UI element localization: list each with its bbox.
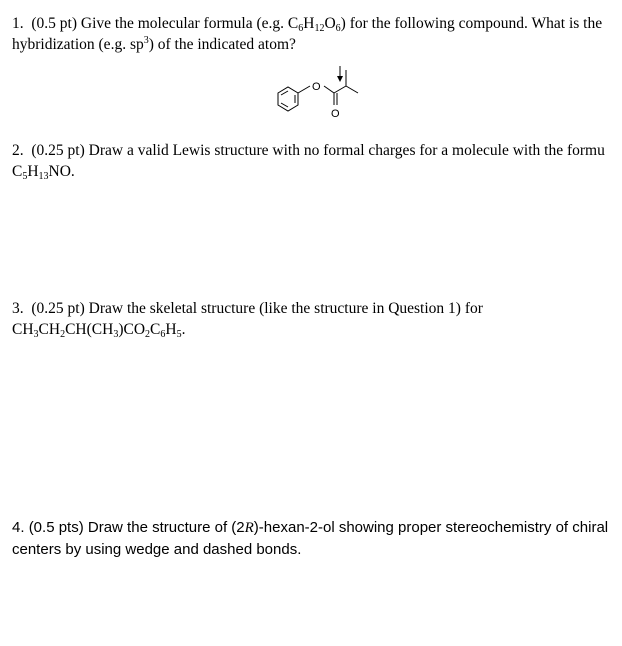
question-3-text: Draw the skeletal structure (like the structure in Question 1) for — [88, 300, 483, 317]
question-4-points: (0.5 pts) — [28, 519, 84, 536]
question-4-line-2: centers by using wedge and dashed bonds. — [12, 541, 302, 558]
subscript: 3 — [33, 329, 39, 340]
subscript: 3 — [113, 329, 119, 340]
question-1-text: H — [303, 15, 315, 32]
subscript: 5 — [176, 329, 182, 340]
question-1-line-1 — [12, 13, 602, 34]
subscript: 6 — [160, 329, 166, 340]
question-1-line-2 — [12, 34, 602, 55]
superscript: 3 — [143, 35, 149, 46]
question-3-line-1 — [12, 298, 483, 319]
formula-part: CH — [12, 321, 34, 338]
bond — [334, 86, 346, 93]
question-1-number: 1. — [12, 15, 24, 32]
question-3 — [12, 298, 483, 340]
question-1-points: (0.5 pt) — [31, 15, 78, 32]
question-2 — [12, 140, 605, 182]
question-4-text: )-hexan-2-ol showing proper stereochemistry of chiral — [253, 519, 609, 536]
formula-part: H — [165, 321, 177, 338]
formula-part: CH — [38, 321, 61, 338]
question-2-number: 2. — [12, 142, 24, 159]
question-4-text: Draw the structure of (2 — [87, 519, 245, 536]
molecule-structure — [268, 60, 388, 126]
formula-part: C — [150, 321, 161, 338]
question-4 — [12, 517, 608, 560]
question-1-text: Give the molecular formula (e.g. C — [80, 15, 299, 32]
subscript: 12 — [314, 23, 325, 34]
subscript: 2 — [145, 329, 151, 340]
bond — [346, 86, 358, 93]
question-2-points: (0.25 pt) — [31, 142, 85, 159]
question-3-number: 3. — [12, 300, 24, 317]
question-1-text: hybridization (e.g. sp — [12, 36, 144, 53]
subscript: 2 — [60, 329, 66, 340]
question-1 — [12, 13, 602, 55]
bond — [324, 86, 334, 93]
bond — [298, 86, 310, 93]
formula-part: C — [12, 163, 23, 180]
question-1-text: O — [324, 15, 336, 32]
subscript: 5 — [22, 171, 28, 182]
question-4-number: 4. — [12, 519, 25, 536]
question-3-points: (0.25 pt) — [31, 300, 85, 317]
aromatic-bond — [281, 91, 288, 95]
question-1-text: ) for the following compound. What is the — [340, 15, 603, 32]
formula-part: H — [27, 163, 39, 180]
carbonyl-oxygen-label: O — [331, 108, 340, 120]
formula-part: NO. — [48, 163, 75, 180]
stereo-descriptor: R — [244, 520, 254, 536]
question-4-line-1 — [12, 517, 608, 539]
question-2-text: Draw a valid Lewis structure with no formal charges for a molecule with the formu — [88, 142, 605, 159]
subscript: 6 — [335, 23, 341, 34]
subscript: 13 — [38, 171, 49, 182]
question-2-formula — [12, 161, 605, 182]
formula-part: . — [181, 321, 186, 338]
ester-oxygen-label: O — [312, 81, 321, 93]
formula-part: CH(CH — [65, 321, 114, 338]
aromatic-bond — [281, 103, 288, 107]
question-2-line-1 — [12, 140, 605, 161]
formula-part: )CO — [118, 321, 146, 338]
question-1-text: ) of the indicated atom? — [148, 36, 296, 53]
subscript: 6 — [298, 23, 304, 34]
indicator-arrow-head — [337, 76, 343, 82]
question-3-formula — [12, 319, 483, 340]
